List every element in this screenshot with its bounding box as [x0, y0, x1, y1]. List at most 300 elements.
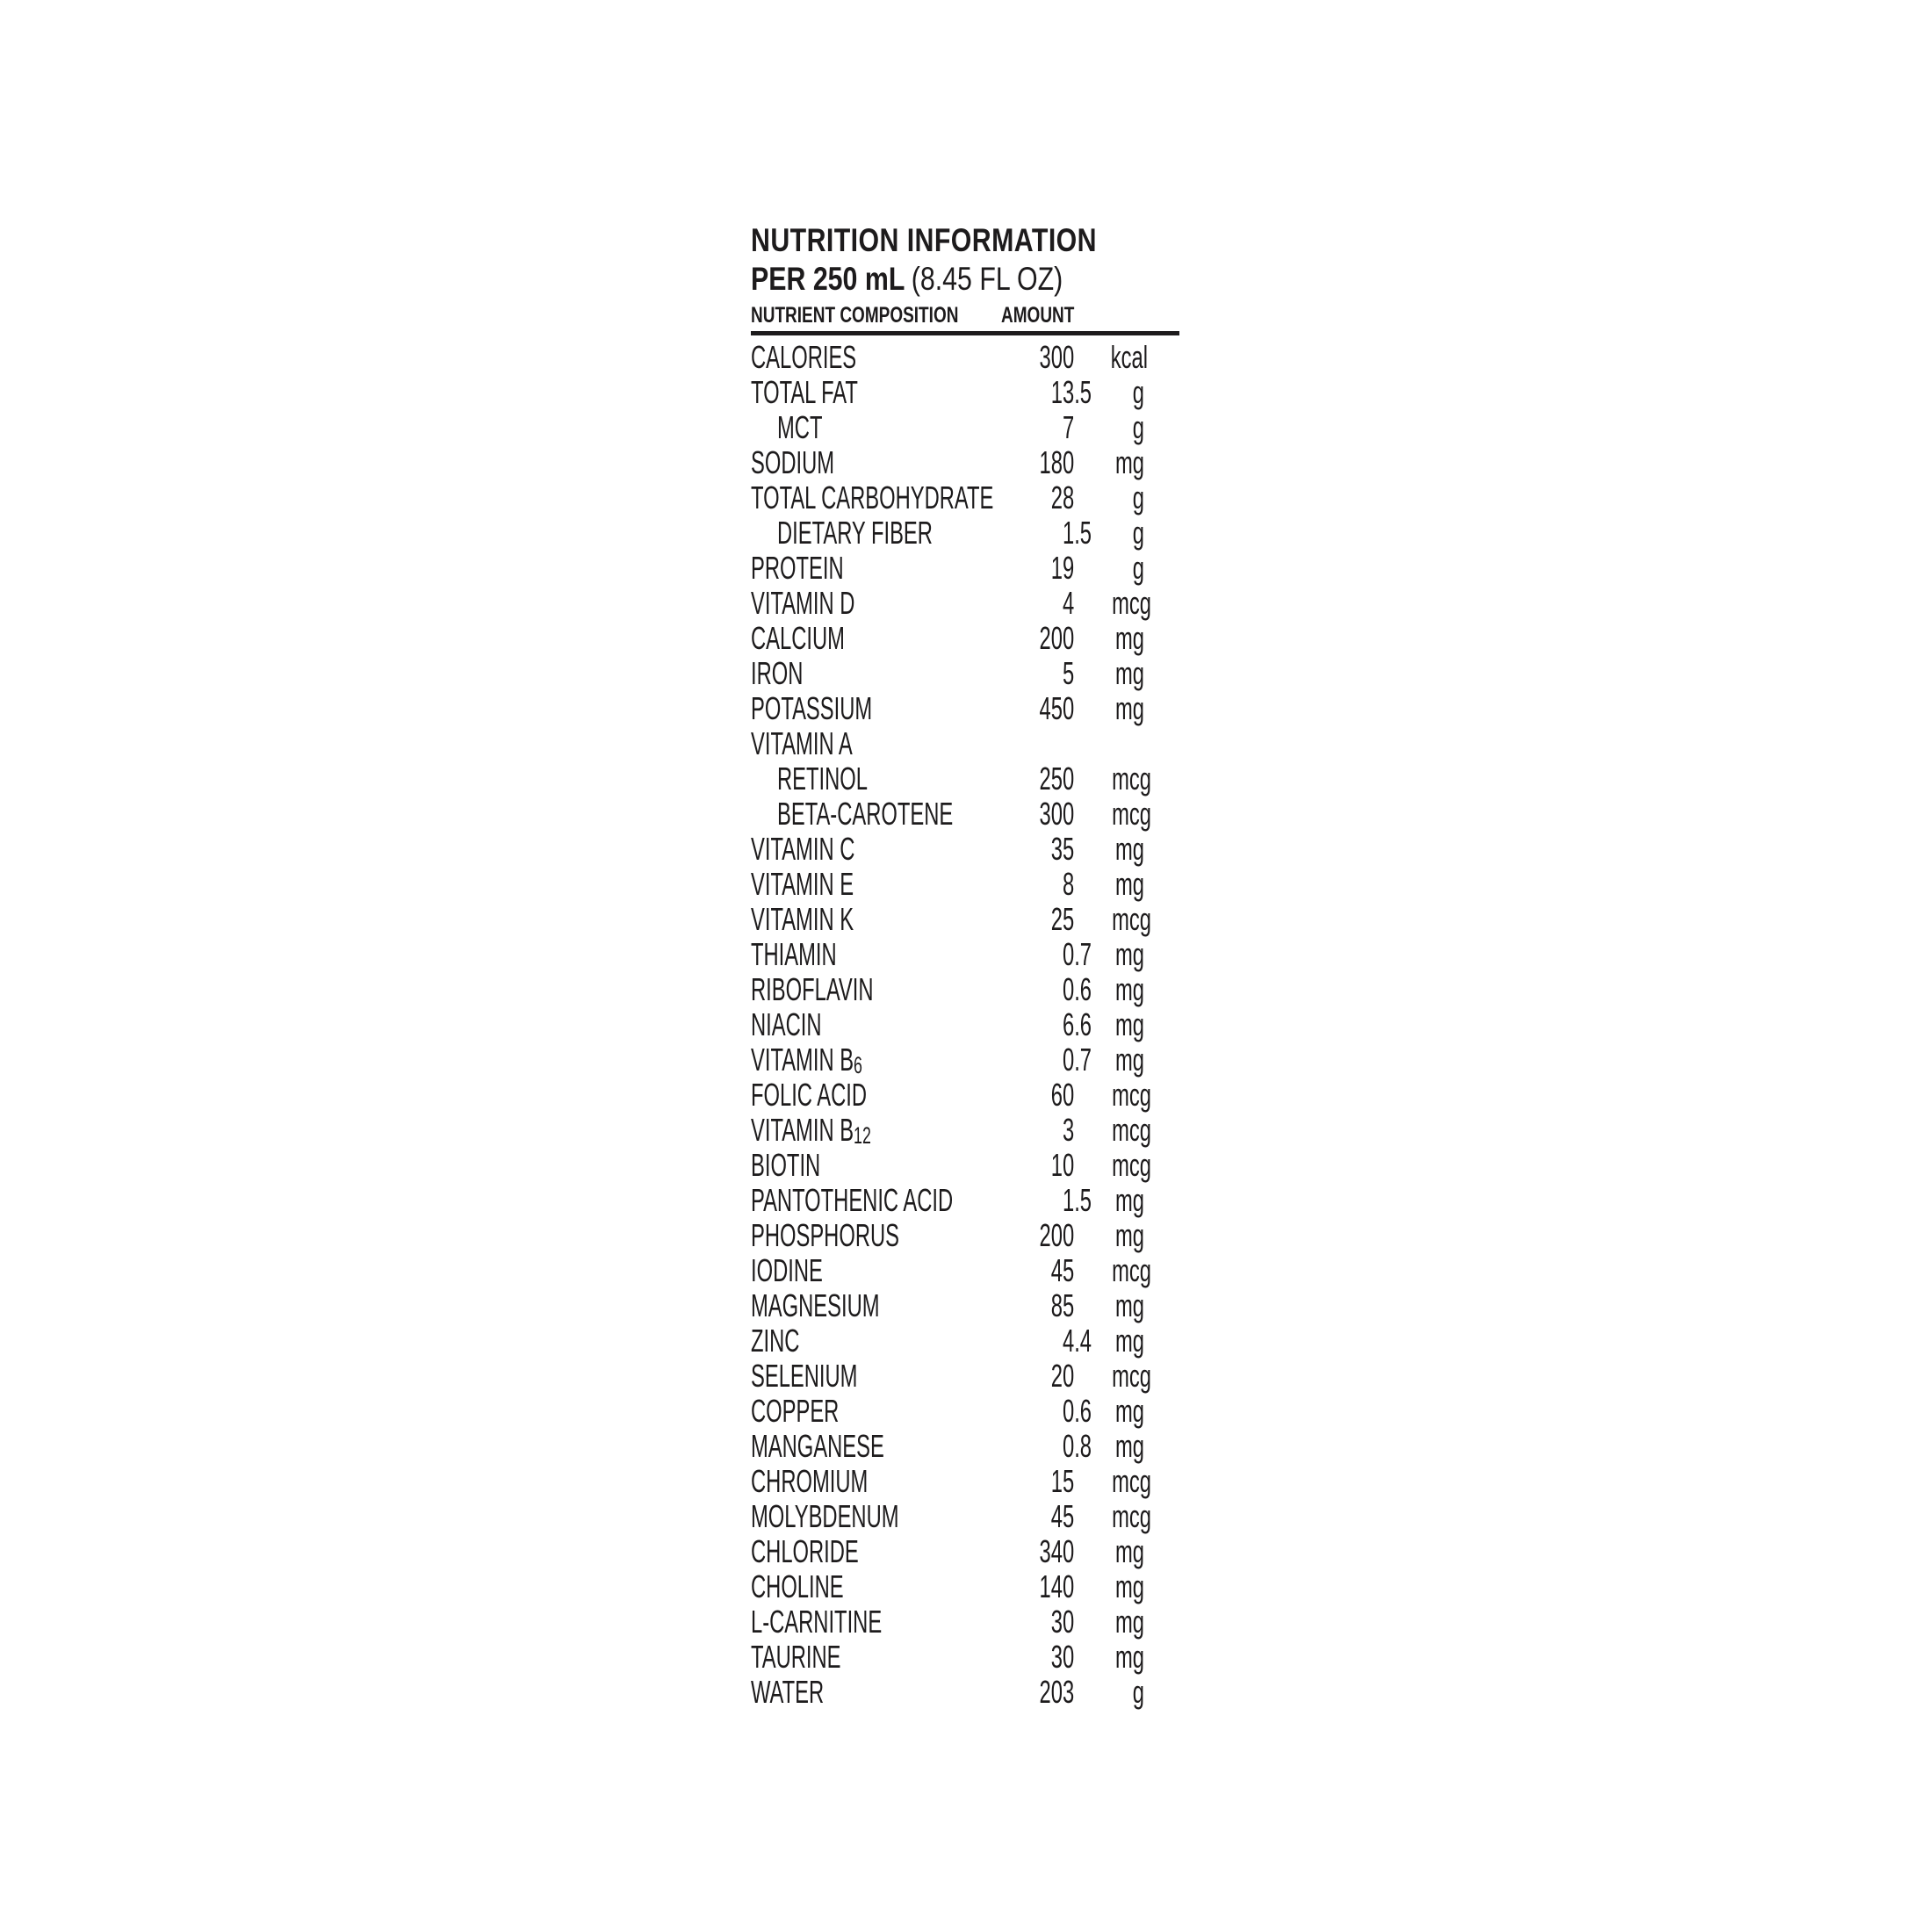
nutrient-label	[751, 937, 916, 972]
amount-fraction: .7	[1074, 1042, 1092, 1078]
nutrient-amount	[916, 656, 1092, 691]
amount-fraction	[1074, 551, 1092, 586]
nutrient-name: SELENIUM	[751, 1358, 858, 1394]
table-row	[751, 902, 1179, 937]
amount-fraction	[1074, 1078, 1092, 1113]
amount-fraction	[1074, 1148, 1092, 1183]
nutrient-amount	[916, 1007, 1092, 1042]
nutrient-unit	[1092, 1640, 1179, 1675]
unit-text: mcg	[1112, 761, 1152, 797]
amount-integer: 200	[1039, 1217, 1075, 1253]
nutrient-label	[751, 410, 916, 445]
nutrient-name: RETINOL	[777, 761, 868, 797]
amount-integer: 0	[1062, 1428, 1075, 1464]
amount-integer: 1	[1062, 1182, 1075, 1218]
nutrient-label	[751, 445, 916, 480]
amount-integer: 0	[1062, 936, 1075, 972]
amount-fraction	[1074, 1640, 1092, 1675]
nutrient-amount	[916, 1113, 1092, 1148]
amount-fraction: .6	[1074, 971, 1092, 1007]
nutrient-unit	[1092, 1183, 1179, 1218]
column-header-nutrient: NUTRIENT COMPOSITION	[751, 303, 959, 328]
nutrient-name: IODINE	[751, 1252, 823, 1288]
nutrient-unit	[1092, 1323, 1179, 1359]
nutrient-unit	[1092, 375, 1179, 410]
nutrient-name: BIOTIN	[751, 1147, 821, 1183]
amount-integer: 10	[1050, 1147, 1075, 1183]
table-row	[751, 691, 1179, 726]
amount-fraction: .6	[1074, 1006, 1092, 1042]
nutrient-label	[751, 1604, 916, 1640]
amount-fraction	[1074, 586, 1092, 621]
nutrient-label	[751, 551, 916, 586]
nutrient-label	[751, 972, 916, 1007]
table-row	[751, 1183, 1179, 1218]
amount-integer: 200	[1039, 620, 1075, 656]
nutrient-label	[751, 1394, 916, 1429]
unit-text: mg	[1114, 1568, 1144, 1604]
amount-fraction	[1074, 1288, 1092, 1323]
nutrient-name: CHOLINE	[751, 1568, 844, 1604]
nutrient-name: MAGNESIUM	[751, 1287, 880, 1323]
amount-integer: 15	[1050, 1463, 1075, 1499]
nutrient-amount	[916, 1569, 1092, 1604]
unit-text: g	[1132, 374, 1144, 410]
serving-size-line	[751, 260, 1179, 299]
amount-integer: 13	[1050, 374, 1075, 410]
nutrient-unit	[1092, 902, 1179, 937]
nutrient-name: CALCIUM	[751, 620, 845, 656]
nutrient-amount	[916, 375, 1092, 410]
nutrient-unit	[1092, 1429, 1179, 1464]
serving-size	[751, 260, 1063, 299]
amount-fraction	[1074, 902, 1092, 937]
nutrient-label	[751, 1288, 916, 1323]
nutrient-label	[751, 1534, 916, 1569]
nutrient-unit	[1092, 1499, 1179, 1534]
table-row	[751, 867, 1179, 902]
nutrient-name: THIAMIN	[751, 936, 837, 972]
nutrient-unit	[1092, 867, 1179, 902]
unit-text: mg	[1114, 831, 1144, 867]
table-row	[751, 1359, 1179, 1394]
nutrition-table	[751, 340, 1179, 1710]
amount-integer: 20	[1050, 1358, 1075, 1394]
unit-text: g	[1132, 550, 1144, 586]
nutrient-amount	[916, 761, 1092, 797]
nutrient-amount	[916, 551, 1092, 586]
nutrient-label	[751, 515, 933, 551]
unit-text: mcg	[1112, 1077, 1152, 1113]
unit-text: g	[1132, 1674, 1144, 1710]
amount-fraction	[1074, 867, 1092, 902]
unit-text: mcg	[1112, 901, 1152, 937]
amount-integer: 180	[1039, 444, 1075, 480]
nutrient-amount	[916, 340, 1092, 375]
nutrient-label	[751, 832, 916, 867]
nutrient-unit	[1092, 1394, 1179, 1429]
nutrient-unit	[1092, 761, 1179, 797]
serving-volume: PER 250 mL	[751, 261, 905, 297]
nutrient-amount	[916, 1394, 1092, 1429]
unit-text: kcal	[1110, 339, 1149, 375]
nutrient-name: VITAMIN E	[751, 866, 854, 902]
nutrient-unit	[1092, 1288, 1179, 1323]
amount-integer: 140	[1039, 1568, 1075, 1604]
unit-text: mg	[1114, 1006, 1144, 1042]
amount-fraction	[1074, 656, 1092, 691]
table-row	[751, 1464, 1179, 1499]
nutrient-amount	[916, 1675, 1092, 1710]
amount-fraction: .5	[1074, 1182, 1092, 1218]
unit-text: mcg	[1112, 1498, 1152, 1534]
table-row	[751, 375, 1179, 410]
table-row	[751, 1218, 1179, 1253]
nutrient-name: L-CARNITINE	[751, 1604, 883, 1640]
amount-integer: 30	[1050, 1604, 1075, 1640]
nutrient-label	[751, 1007, 916, 1042]
unit-text: mg	[1114, 1639, 1144, 1675]
nutrient-label	[751, 1148, 916, 1183]
nutrient-label	[751, 375, 916, 410]
unit-text: mg	[1114, 1287, 1144, 1323]
unit-text: mcg	[1112, 585, 1152, 621]
table-row	[751, 1253, 1179, 1288]
nutrient-label	[751, 1675, 916, 1710]
nutrient-amount	[916, 867, 1092, 902]
amount-integer: 45	[1050, 1252, 1075, 1288]
amount-fraction	[1074, 1604, 1092, 1640]
nutrient-amount	[916, 515, 1092, 551]
serving-fluid-ounces: (8.45 FL OZ)	[911, 261, 1063, 297]
unit-text: mcg	[1112, 796, 1152, 832]
amount-integer: 3	[1062, 1112, 1075, 1148]
nutrient-unit	[1092, 1534, 1179, 1569]
nutrient-amount	[916, 445, 1092, 480]
unit-text: mg	[1114, 936, 1144, 972]
amount-integer: 203	[1039, 1674, 1075, 1710]
nutrient-label	[751, 1182, 954, 1218]
nutrient-name: TAURINE	[751, 1639, 841, 1675]
nutrient-amount	[916, 1534, 1092, 1569]
amount-integer: 4	[1062, 585, 1075, 621]
unit-text: mcg	[1112, 1463, 1152, 1499]
amount-fraction: .8	[1074, 1428, 1092, 1464]
nutrient-unit	[1092, 1569, 1179, 1604]
nutrient-label	[751, 726, 916, 761]
table-row	[751, 445, 1179, 480]
amount-integer: 340	[1039, 1533, 1075, 1569]
nutrient-unit	[1092, 691, 1179, 726]
unit-text: mcg	[1112, 1358, 1152, 1394]
amount-fraction	[1074, 410, 1092, 445]
nutrient-label	[751, 1569, 916, 1604]
nutrient-unit	[1092, 1675, 1179, 1710]
nutrient-amount	[916, 621, 1092, 656]
table-row	[751, 1675, 1179, 1710]
nutrient-name: PHOSPHORUS	[751, 1217, 899, 1253]
amount-integer: 1	[1062, 515, 1075, 551]
unit-text: mg	[1114, 971, 1144, 1007]
amount-fraction	[1074, 1359, 1092, 1394]
nutrient-label	[751, 867, 916, 902]
table-row	[751, 656, 1179, 691]
amount-fraction	[1074, 1113, 1092, 1148]
nutrient-name: MANGANESE	[751, 1428, 884, 1464]
nutrient-unit	[1092, 1359, 1179, 1394]
nutrient-name-subscript: 12	[854, 1122, 871, 1149]
nutrient-name: VITAMIN B	[751, 1042, 854, 1078]
column-header-amount: AMOUNT	[1001, 303, 1075, 328]
table-row	[751, 1042, 1179, 1078]
amount-fraction	[1074, 1534, 1092, 1569]
nutrient-unit	[1092, 410, 1179, 445]
nutrient-amount	[916, 1499, 1092, 1534]
nutrient-unit	[1092, 480, 1179, 515]
table-row	[751, 937, 1179, 972]
amount-integer: 30	[1050, 1639, 1075, 1675]
amount-integer: 8	[1062, 866, 1075, 902]
page-title-line	[751, 221, 1179, 260]
nutrient-name: CHLORIDE	[751, 1533, 859, 1569]
nutrient-unit	[1092, 586, 1179, 621]
amount-integer: 450	[1039, 690, 1075, 726]
nutrient-name: DIETARY FIBER	[777, 515, 933, 551]
unit-text: mcg	[1112, 1252, 1152, 1288]
table-row	[751, 621, 1179, 656]
nutrient-label	[751, 796, 954, 832]
unit-text: mg	[1114, 1182, 1144, 1218]
nutrient-name: VITAMIN C	[751, 831, 855, 867]
table-row	[751, 1148, 1179, 1183]
unit-text: mg	[1114, 444, 1144, 480]
amount-integer: 85	[1050, 1287, 1075, 1323]
unit-text: mg	[1114, 620, 1144, 656]
amount-integer: 0	[1062, 1393, 1075, 1429]
amount-integer: 250	[1039, 761, 1075, 797]
nutrient-label	[751, 1640, 916, 1675]
unit-text: mg	[1114, 1428, 1144, 1464]
nutrient-amount	[916, 902, 1092, 937]
amount-fraction	[1074, 1464, 1092, 1499]
amount-integer: 28	[1050, 479, 1075, 515]
unit-text: mcg	[1112, 1147, 1152, 1183]
nutrient-name: FOLIC ACID	[751, 1077, 868, 1113]
amount-integer: 0	[1062, 971, 1075, 1007]
nutrient-name: ZINC	[751, 1323, 800, 1359]
column-headers	[751, 300, 1179, 330]
unit-text: mcg	[1112, 1112, 1152, 1148]
unit-text: g	[1132, 479, 1144, 515]
nutrient-unit	[1092, 1604, 1179, 1640]
table-row	[751, 410, 1179, 445]
nutrient-unit	[1092, 1148, 1179, 1183]
nutrient-amount	[916, 1604, 1092, 1640]
nutrient-label	[751, 340, 916, 375]
nutrient-name: TOTAL CARBOHYDRATE	[751, 479, 994, 515]
page-title: NUTRITION INFORMATION	[751, 222, 1097, 258]
table-row	[751, 832, 1179, 867]
nutrient-name: CHROMIUM	[751, 1463, 869, 1499]
unit-text: mg	[1114, 655, 1144, 691]
nutrient-amount	[916, 972, 1092, 1007]
amount-fraction	[1074, 480, 1092, 515]
unit-text: mg	[1114, 1217, 1144, 1253]
nutrient-name: VITAMIN D	[751, 585, 855, 621]
amount-integer: 7	[1062, 409, 1075, 445]
nutrient-name: COPPER	[751, 1393, 840, 1429]
table-row	[751, 1429, 1179, 1464]
nutrient-amount	[916, 832, 1092, 867]
nutrient-amount	[916, 1359, 1092, 1394]
nutrient-amount	[916, 1253, 1092, 1288]
table-row	[751, 761, 1179, 797]
amount-fraction	[1074, 1218, 1092, 1253]
table-row	[751, 1007, 1179, 1042]
amount-integer: 19	[1050, 550, 1075, 586]
nutrient-amount	[916, 1323, 1092, 1359]
table-row	[751, 551, 1179, 586]
nutrient-unit	[1092, 656, 1179, 691]
nutrient-label	[751, 1359, 916, 1394]
table-row	[751, 1288, 1179, 1323]
amount-fraction	[1074, 1675, 1092, 1710]
nutrient-amount	[916, 1464, 1092, 1499]
nutrient-label	[751, 1323, 916, 1359]
amount-fraction	[1074, 445, 1092, 480]
amount-fraction: .5	[1074, 374, 1092, 410]
nutrient-name: POTASSIUM	[751, 690, 873, 726]
amount-fraction	[1074, 1499, 1092, 1534]
table-row	[751, 586, 1179, 621]
table-row	[751, 1323, 1179, 1359]
amount-fraction	[1074, 761, 1092, 797]
nutrient-label	[751, 479, 994, 515]
unit-text: mg	[1114, 690, 1144, 726]
nutrient-amount	[916, 1640, 1092, 1675]
unit-text: mg	[1114, 1042, 1144, 1078]
amount-fraction: .7	[1074, 936, 1092, 972]
nutrient-unit	[1092, 726, 1179, 761]
nutrient-label	[751, 586, 916, 621]
nutrient-unit	[1092, 621, 1179, 656]
amount-integer: 0	[1062, 1042, 1075, 1078]
nutrient-name: NIACIN	[751, 1006, 822, 1042]
table-row	[751, 1569, 1179, 1604]
nutrient-label	[751, 1218, 916, 1253]
table-row	[751, 1534, 1179, 1569]
nutrient-label	[751, 621, 916, 656]
nutrient-amount	[916, 1042, 1092, 1078]
nutrient-amount	[916, 586, 1092, 621]
amount-integer: 6	[1062, 1006, 1075, 1042]
nutrient-label	[751, 902, 916, 937]
nutrient-name: CALORIES	[751, 339, 857, 375]
nutrient-amount	[916, 1078, 1092, 1113]
nutrient-unit	[1092, 972, 1179, 1007]
nutrient-amount	[916, 937, 1092, 972]
amount-fraction	[1074, 797, 1092, 832]
table-row	[751, 1078, 1179, 1113]
nutrient-amount	[916, 1148, 1092, 1183]
unit-text: mg	[1114, 1604, 1144, 1640]
table-row	[751, 1113, 1179, 1148]
nutrient-name: PANTOTHENIC ACID	[751, 1182, 954, 1218]
table-row	[751, 726, 1179, 761]
nutrient-unit	[1092, 1113, 1179, 1148]
nutrient-name: VITAMIN K	[751, 901, 854, 937]
nutrient-name: VITAMIN B	[751, 1112, 854, 1148]
nutrient-name: VITAMIN A	[751, 725, 853, 761]
nutrient-name: WATER	[751, 1674, 825, 1710]
amount-fraction	[1074, 621, 1092, 656]
nutrient-unit	[1092, 1464, 1179, 1499]
header-rule	[751, 331, 1179, 335]
amount-fraction	[1074, 832, 1092, 867]
table-row	[751, 340, 1179, 375]
nutrient-name: BETA-CAROTENE	[777, 796, 954, 832]
nutrient-label	[751, 761, 916, 797]
table-row	[751, 797, 1179, 832]
nutrient-label	[751, 691, 916, 726]
nutrient-amount	[916, 691, 1092, 726]
unit-text: g	[1132, 515, 1144, 551]
nutrient-unit	[1092, 445, 1179, 480]
unit-text: g	[1132, 409, 1144, 445]
table-row	[751, 1640, 1179, 1675]
table-row	[751, 515, 1179, 551]
nutrient-unit	[1092, 797, 1179, 832]
nutrient-label	[751, 1113, 916, 1148]
table-row	[751, 1499, 1179, 1534]
table-row	[751, 480, 1179, 515]
nutrient-unit	[1092, 1078, 1179, 1113]
nutrient-amount	[916, 726, 1092, 761]
nutrient-label	[751, 1253, 916, 1288]
nutrient-label	[751, 1429, 916, 1464]
amount-integer: 300	[1039, 796, 1075, 832]
amount-fraction: .5	[1074, 515, 1092, 551]
amount-integer: 35	[1050, 831, 1075, 867]
nutrient-unit	[1092, 1253, 1179, 1288]
nutrient-unit	[1092, 1042, 1179, 1078]
table-row	[751, 972, 1179, 1007]
unit-text: mg	[1114, 1323, 1144, 1359]
amount-integer: 45	[1050, 1498, 1075, 1534]
amount-fraction: .4	[1074, 1323, 1092, 1359]
unit-text: mg	[1114, 866, 1144, 902]
nutrient-label	[751, 1078, 916, 1113]
amount-fraction	[1074, 691, 1092, 726]
nutrition-label	[751, 221, 1179, 1710]
unit-text: mg	[1114, 1393, 1144, 1429]
amount-fraction	[1074, 1253, 1092, 1288]
nutrient-label	[751, 656, 916, 691]
unit-text: mg	[1114, 1533, 1144, 1569]
nutrient-unit	[1092, 1007, 1179, 1042]
nutrient-name: RIBOFLAVIN	[751, 971, 874, 1007]
nutrient-name: TOTAL FAT	[751, 374, 858, 410]
nutrient-name: IRON	[751, 655, 804, 691]
amount-fraction	[1074, 340, 1092, 375]
nutrient-unit	[1092, 1218, 1179, 1253]
nutrient-amount	[916, 1218, 1092, 1253]
nutrient-label	[751, 1499, 916, 1534]
nutrient-unit	[1092, 832, 1179, 867]
nutrient-unit	[1092, 340, 1179, 375]
nutrient-label	[751, 1464, 916, 1499]
nutrient-name: MCT	[777, 409, 823, 445]
